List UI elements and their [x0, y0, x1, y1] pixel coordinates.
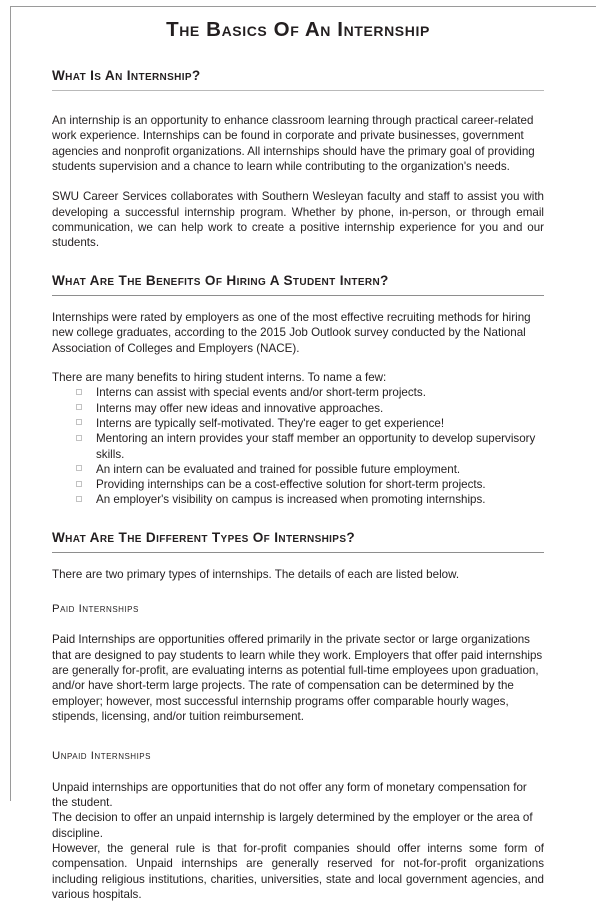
list-item [52, 462, 544, 477]
page-title: The Basics Of An Internship [166, 18, 430, 41]
section-types-of-internships [52, 530, 544, 902]
spacer [52, 764, 544, 780]
list-item [52, 401, 544, 416]
section-heading-benefits-of-hiring: What Are The Benefits Of Hiring A Student Intern? [52, 272, 389, 288]
paragraph-career-services: SWU Career Services collaborates with Southern Wesleyan faculty and staff to assist you with developing a successful internship program. Whether by phone, in-person, or through email communication, we can help work to create a positive internship experience for you and our students. [52, 190, 544, 250]
subsection-heading-unpaid-internships: Unpaid Internships [52, 750, 151, 763]
paragraph-two-primary-types: There are two primary types of internships. The details of each are listed below. [52, 568, 460, 582]
section-benefits-of-hiring [52, 273, 544, 508]
paragraph-paid-internships: Paid Internships are opportunities offered primarily in the private sector or large organizations that are designed to pay students to learn while they work. Employers that offer paid internships are generally for-profit, are evaluating interns as potential full-time employees upon graduation, and/or have short-term large projects. The rate of compensation can be determined by the employer; however, most successful internship programs offer comparable hourly wages, stipends, licensing, and/or tuition reimbursement. [52, 633, 543, 723]
section-what-is-an-internship [52, 68, 544, 251]
spacer [52, 91, 544, 113]
paragraph-internship-definition: An internship is an opportunity to enhance classroom learning through practical career-related work experience. Internships can be found in corporate and private businesses, government agencies and nonprofit organizations. All internships should have the primary goal of providing students supervision and a chance to learn while contributing to the organization's needs. [52, 114, 535, 174]
bullet-square-icon [76, 404, 82, 410]
list-item [52, 492, 544, 507]
paragraph-nace-survey: Internships were rated by employers as one of the most effective recruiting methods for hiring new college graduates, according to the 2015 Job Outlook survey conducted by the National Association of Colleges and Employers (NACE). [52, 311, 531, 355]
paragraph-benefits-lead-in: There are many benefits to hiring student interns. To name a few: [52, 371, 387, 385]
paragraph-unpaid-decision: The decision to offer an unpaid internship is largely determined by the employer or the area of discipline. [52, 811, 533, 840]
spacer [52, 553, 544, 567]
paragraph-unpaid-general-rule: However, the general rule is that for-profit companies should offer interns some form of compensation. Unpaid internships are generally reserved for not-for-profit organizations including religious institutions, charities, universities, state and local government agencies, and various hospitals. [52, 842, 544, 901]
bullet-square-icon [76, 496, 82, 502]
bullet-square-icon [76, 435, 82, 441]
spacer [52, 508, 544, 530]
bullet-square-icon [76, 481, 82, 487]
list-item-label: Interns are typically self-motivated. They're eager to get experience! [96, 416, 445, 430]
list-item-label: Interns can assist with special events and/or short-term projects. [96, 386, 426, 400]
spacer [52, 583, 544, 603]
bullet-square-icon [76, 465, 82, 471]
spacer [52, 724, 544, 750]
spacer [52, 356, 544, 370]
spacer [52, 296, 544, 310]
bullet-square-icon [76, 419, 82, 425]
section-heading-what-is-an-internship: What Is An Internship? [52, 67, 201, 83]
list-item [52, 477, 544, 492]
spacer [52, 174, 544, 189]
section-heading-types-of-internships: What Are The Different Types Of Internships? [52, 529, 356, 545]
list-item-label: Providing internships can be a cost-effective solution for short-term projects. [96, 478, 486, 492]
list-item-label: Mentoring an intern provides your staff member an opportunity to develop supervisory skills. [96, 432, 536, 461]
subsection-heading-paid-internships: Paid Internships [52, 602, 139, 615]
spacer [52, 616, 544, 632]
list-item-label: An employer's visibility on campus is increased when promoting internships. [96, 493, 486, 507]
list-item [52, 385, 544, 400]
list-item [52, 416, 544, 431]
spacer [52, 251, 544, 273]
benefits-list [52, 385, 544, 507]
bullet-square-icon [76, 389, 82, 395]
list-item-label: Interns may offer new ideas and innovative approaches. [96, 401, 384, 415]
list-item [52, 431, 544, 462]
paragraph-unpaid-definition: Unpaid internships are opportunities that do not offer any form of monetary compensation for the student. [52, 780, 527, 810]
list-item-label: An intern can be evaluated and trained for possible future employment. [96, 462, 461, 476]
spacer [52, 42, 544, 68]
